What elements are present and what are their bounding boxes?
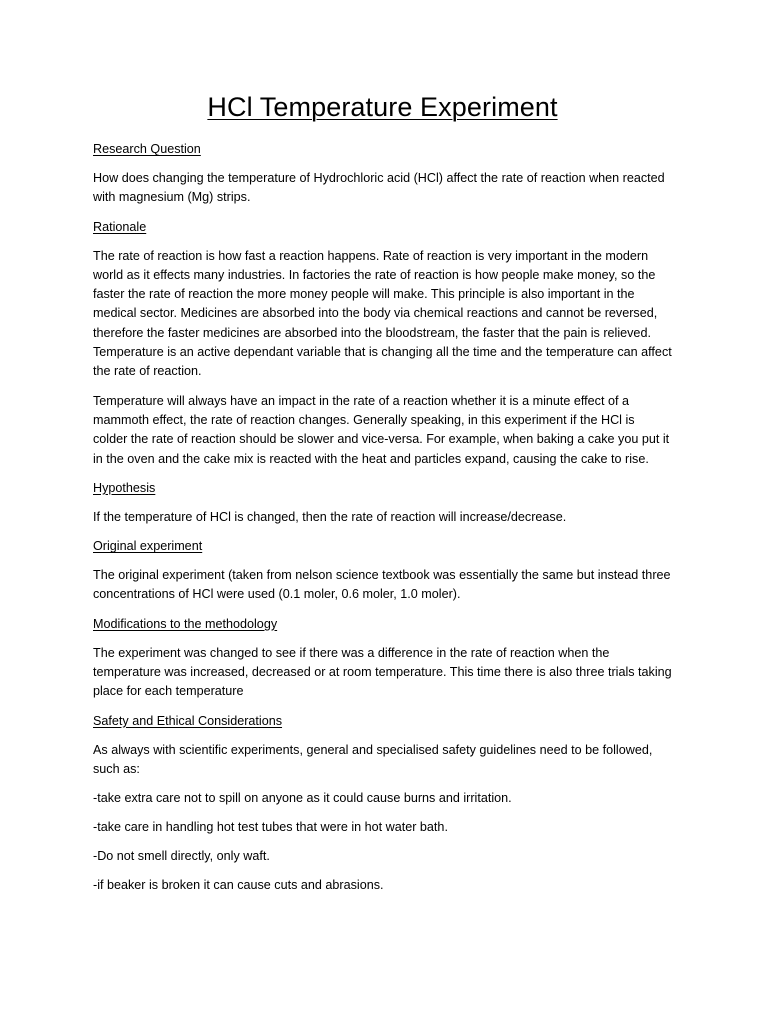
- section-research-question: [93, 140, 672, 208]
- section-heading: Safety and Ethical Considerations: [93, 713, 283, 728]
- section-safety: [93, 712, 672, 896]
- paragraph: As always with scientific experiments, general and specialised safety guidelines need to be followed, such as:: [93, 742, 653, 776]
- section-modifications: [93, 615, 672, 702]
- section-heading: Hypothesis: [93, 480, 156, 495]
- list-item: -Do not smell directly, only waft.: [93, 849, 270, 864]
- section-hypothesis: [93, 479, 672, 527]
- list-item: -take care in handling hot test tubes that were in hot water bath.: [93, 820, 448, 835]
- paragraph: Temperature will always have an impact in the rate of a reaction whether it is a minute effect of a mammoth effect, the rate of reaction changes. Generally speaking, in this experiment if the HCl is colder the rate of reaction should be slower and vice-versa. For example, when baking a cake you put it in the oven and the cake mix is reacted with the heat and particles expand, causing the cake to rise.: [93, 393, 670, 466]
- list-item: -if beaker is broken it can cause cuts and abrasions.: [93, 878, 384, 893]
- paragraph: The rate of reaction is how fast a reaction happens. Rate of reaction is very important in the modern world as it effects many industries. In factories the rate of reaction is how people make money, so the faster the rate of reaction the more money people will make. This principle is also important in the medical sector. Medicines are absorbed into the body via chemical reactions and cannot be reversed, therefore the faster medicines are absorbed into the bloodstream, the faster that the pain is relieved. Temperature is an active dependant variable that is changing all the time and the temperature can affect the rate of reaction.: [93, 248, 672, 379]
- section-heading: Modifications to the methodology: [93, 616, 278, 631]
- paragraph: The original experiment (taken from nelson science textbook was essentially the same but instead three concentrations of HCl were used (0.1 moler, 0.6 moler, 1.0 moler).: [93, 568, 671, 602]
- section-heading: Rationale: [93, 219, 147, 234]
- section-heading: Research Question: [93, 142, 201, 156]
- paragraph: The experiment was changed to see if there was a difference in the rate of reaction when the temperature was increased, decreased or at room temperature. This time there is also three trials taking place for each temperature: [93, 645, 672, 699]
- section-rationale: [93, 218, 672, 469]
- section-original-experiment: [93, 537, 672, 605]
- document-title: HCl Temperature Experiment: [207, 92, 558, 122]
- paragraph: If the temperature of HCl is changed, then the rate of reaction will increase/decrease.: [93, 509, 567, 524]
- list-item: -take extra care not to spill on anyone as it could cause burns and irritation.: [93, 791, 512, 806]
- paragraph: How does changing the temperature of Hydrochloric acid (HCl) affect the rate of reaction when reacted with magnesium (Mg) strips.: [93, 171, 665, 205]
- section-heading: Original experiment: [93, 539, 203, 554]
